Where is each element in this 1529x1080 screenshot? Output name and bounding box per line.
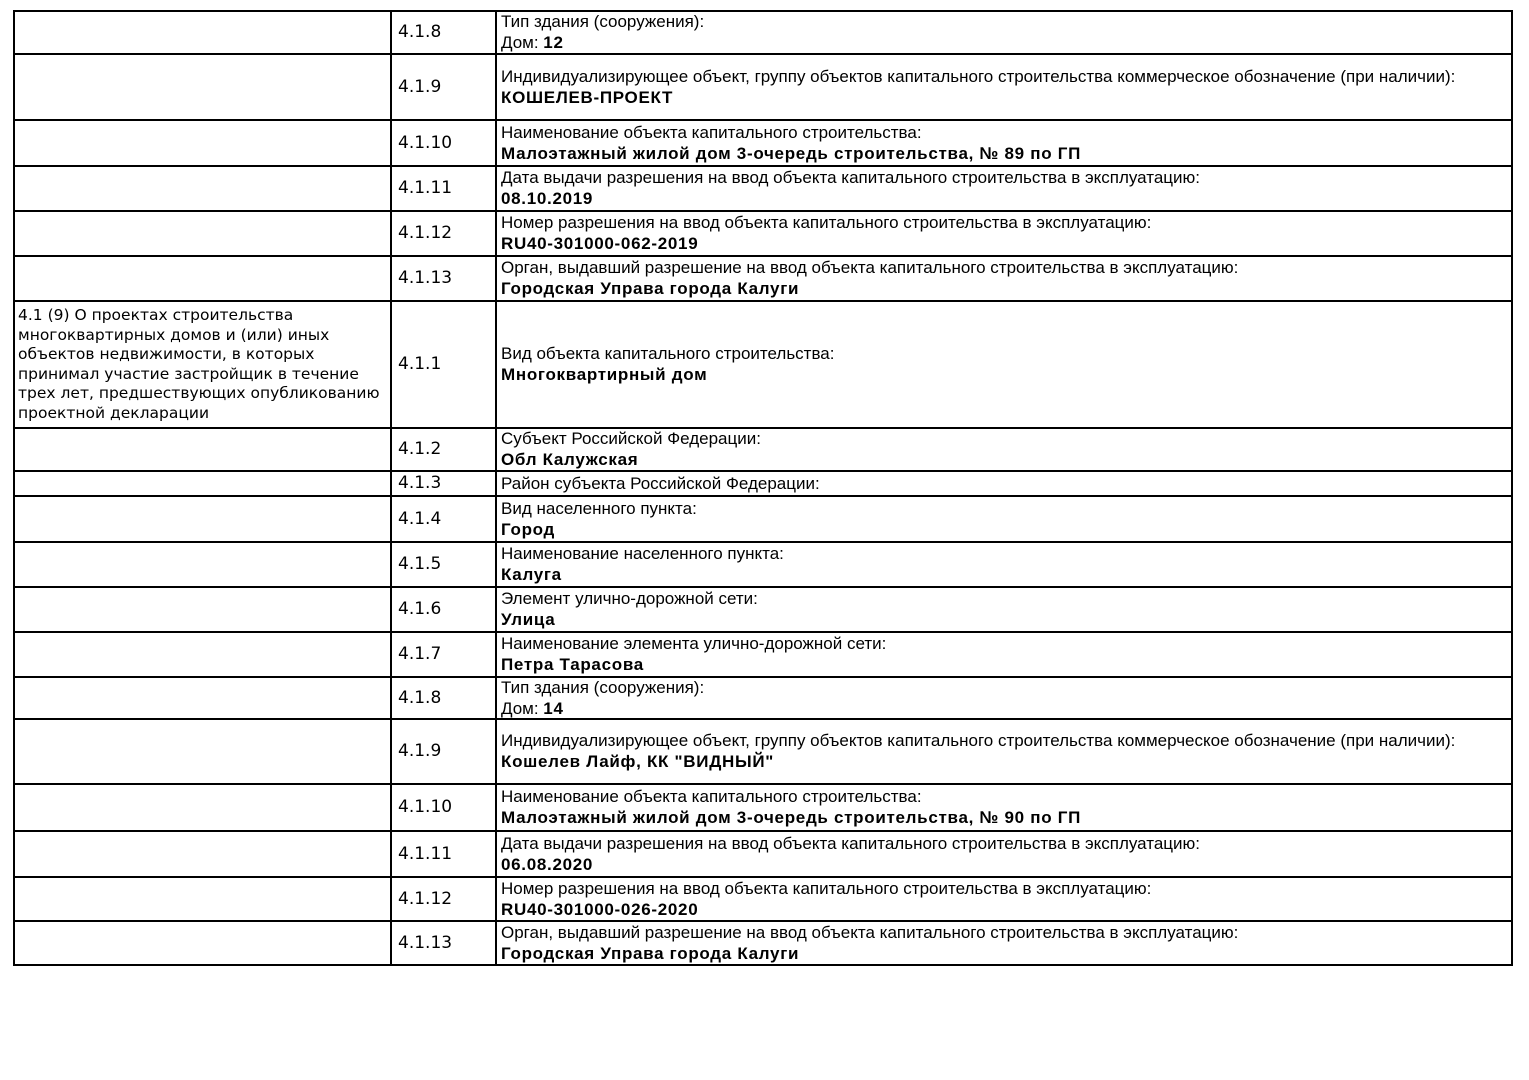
section-cell: [15, 212, 392, 255]
field-label: Тип здания (сооружения):: [501, 678, 705, 697]
field-label: Тип здания (сооружения):: [501, 12, 705, 31]
field-value: [501, 32, 1505, 53]
field-label: Наименование объекта капитального строительства:: [501, 122, 922, 142]
field-label: Вид населенного пункта:: [501, 498, 697, 518]
section-cell: [15, 633, 392, 676]
field-label: Орган, выдавший разрешение на ввод объекта капитального строительства в эксплуатацию:: [501, 258, 1239, 277]
field-value: [501, 854, 1505, 875]
code-cell: 4.1.6: [392, 588, 497, 631]
field-value: [501, 188, 1505, 209]
code-cell: 4.1.1: [392, 302, 497, 427]
content-cell: [497, 12, 1511, 53]
section-header: 4.1 (9) О проектах строительства многоквартирных домов и (или) иных объектов недвижимости, в которых принимал участие застройщик в течение трех лет, предшествующих опубликованию проектной декларации: [18, 306, 380, 422]
field-label: Дата выдачи разрешения на ввод объекта капитального строительства в эксплуатацию:: [501, 833, 1201, 853]
field-value: [501, 654, 1505, 675]
field-value: [501, 698, 1505, 719]
field-value: [501, 564, 1505, 585]
field-value: [501, 943, 1505, 964]
content-cell: [497, 922, 1511, 964]
field-label: Наименование объекта капитального строительства:: [501, 787, 922, 806]
field-value-text: 14: [543, 698, 564, 718]
content-cell: [497, 720, 1511, 783]
field-label: Наименование элемента улично-дорожной сети:: [501, 634, 887, 653]
code-cell: 4.1.8: [392, 678, 497, 718]
code-cell: 4.1.2: [392, 429, 497, 470]
section-cell: [15, 785, 392, 830]
code-cell: 4.1.10: [392, 785, 497, 830]
section-cell: [15, 588, 392, 631]
field-value: [501, 233, 1505, 254]
field-value-text: Петра Тарасова: [501, 655, 644, 674]
field-value: [501, 87, 1505, 108]
field-label: Элемент улично-дорожной сети:: [501, 589, 758, 608]
code-cell: 4.1.12: [392, 212, 497, 255]
field-label: Орган, выдавший разрешение на ввод объекта капитального строительства в эксплуатацию:: [501, 922, 1239, 942]
field-value: [501, 609, 1505, 630]
table-row: [15, 167, 1511, 212]
code-cell: 4.1.13: [392, 257, 497, 300]
field-value-text: RU40-301000-062-2019: [501, 234, 699, 253]
content-cell: [497, 121, 1511, 165]
code-cell: 4.1.9: [392, 720, 497, 783]
section-cell: [15, 922, 392, 964]
section-cell: [15, 429, 392, 470]
section-cell: [15, 167, 392, 210]
field-label: Индивидуализирующее объект, группу объектов капитального строительства коммерческое обозначение (при наличии):: [501, 66, 1456, 86]
section-cell: [15, 678, 392, 718]
field-value: [501, 899, 1505, 920]
content-cell: [497, 429, 1511, 470]
content-cell: [497, 55, 1511, 119]
table-row: [15, 588, 1511, 633]
field-label: Индивидуализирующее объект, группу объектов капитального строительства коммерческое обозначение (при наличии):: [501, 731, 1456, 750]
section-cell: [15, 472, 392, 495]
table-row: [15, 543, 1511, 588]
table-row: [15, 257, 1511, 302]
field-value-text: Малоэтажный жилой дом 3-очередь строительства, № 90 по ГП: [501, 808, 1081, 827]
field-value: [501, 449, 1505, 470]
table-row: [15, 12, 1511, 55]
content-cell: [497, 302, 1511, 427]
declaration-table: [13, 10, 1513, 966]
field-value: [501, 751, 1505, 772]
field-value-text: Кошелев Лайф, КК "ВИДНЫЙ": [501, 752, 775, 771]
section-cell: [15, 497, 392, 541]
content-cell: [497, 257, 1511, 300]
field-label: Субъект Российской Федерации:: [501, 429, 761, 448]
field-label: Дата выдачи разрешения на ввод объекта капитального строительства в эксплуатацию:: [501, 168, 1201, 187]
table-row: [15, 302, 1511, 429]
code-cell: 4.1.13: [392, 922, 497, 964]
field-label: Номер разрешения на ввод объекта капитального строительства в эксплуатацию:: [501, 878, 1152, 898]
content-cell: [497, 785, 1511, 830]
table-row: [15, 497, 1511, 543]
content-cell: [497, 472, 1511, 495]
table-row: [15, 212, 1511, 257]
section-cell: [15, 55, 392, 119]
field-value: [501, 143, 1505, 164]
table-row: [15, 633, 1511, 678]
field-value-text: 06.08.2020: [501, 854, 594, 874]
content-cell: [497, 832, 1511, 876]
code-cell: 4.1.4: [392, 497, 497, 541]
field-value-text: Городская Управа города Калуги: [501, 279, 800, 298]
table-row: [15, 785, 1511, 832]
content-cell: [497, 167, 1511, 210]
field-value-text: Городская Управа города Калуги: [501, 943, 800, 963]
field-value-text: Обл Калужская: [501, 450, 639, 469]
content-cell: [497, 212, 1511, 255]
content-cell: [497, 497, 1511, 541]
code-cell: 4.1.7: [392, 633, 497, 676]
section-cell: [15, 302, 392, 427]
field-value-text: Город: [501, 519, 556, 539]
code-cell: 4.1.3: [392, 472, 497, 495]
field-label: Наименование населенного пункта:: [501, 544, 784, 563]
content-cell: [497, 633, 1511, 676]
section-cell: [15, 12, 392, 53]
section-cell: [15, 832, 392, 876]
field-label: Вид объекта капитального строительства:: [501, 344, 835, 363]
field-value: [501, 278, 1505, 299]
content-cell: [497, 878, 1511, 920]
content-cell: [497, 678, 1511, 718]
code-cell: 4.1.11: [392, 167, 497, 210]
content-cell: [497, 543, 1511, 586]
code-cell: 4.1.5: [392, 543, 497, 586]
field-value-prefix: Дом:: [501, 33, 544, 52]
code-cell: 4.1.9: [392, 55, 497, 119]
table-row: [15, 472, 1511, 497]
table-row: [15, 55, 1511, 121]
field-value-text: Малоэтажный жилой дом 3-очередь строительства, № 89 по ГП: [501, 143, 1081, 163]
field-value-text: 12: [543, 33, 564, 52]
table-row: [15, 922, 1511, 966]
section-cell: [15, 878, 392, 920]
field-value-text: 08.10.2019: [501, 189, 594, 208]
table-row: [15, 832, 1511, 878]
code-cell: 4.1.12: [392, 878, 497, 920]
field-value: [501, 807, 1505, 828]
table-row: [15, 878, 1511, 922]
section-cell: [15, 121, 392, 165]
section-cell: [15, 543, 392, 586]
code-cell: 4.1.11: [392, 832, 497, 876]
table-row: [15, 121, 1511, 167]
field-value-text: Многоквартирный дом: [501, 365, 708, 384]
code-cell: 4.1.8: [392, 12, 497, 53]
table-row: [15, 720, 1511, 785]
section-cell: [15, 257, 392, 300]
section-cell: [15, 720, 392, 783]
field-value-prefix: Дом:: [501, 698, 544, 718]
field-label: Район субъекта Российской Федерации:: [501, 473, 820, 493]
field-value-text: Улица: [501, 610, 556, 629]
field-label: Номер разрешения на ввод объекта капитального строительства в эксплуатацию:: [501, 213, 1152, 232]
field-value-text: Калуга: [501, 565, 562, 584]
field-value-text: RU40-301000-026-2020: [501, 899, 699, 919]
table-row: [15, 429, 1511, 472]
field-value: [501, 519, 1505, 540]
code-cell: 4.1.10: [392, 121, 497, 165]
field-value-text: КОШЕЛЕВ-ПРОЕКТ: [501, 87, 674, 107]
content-cell: [497, 588, 1511, 631]
table-row: [15, 678, 1511, 720]
field-value: [501, 364, 1505, 385]
